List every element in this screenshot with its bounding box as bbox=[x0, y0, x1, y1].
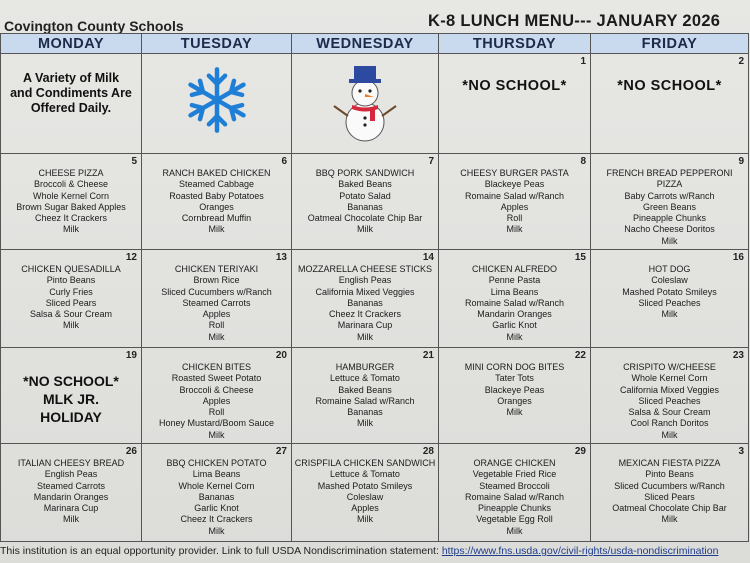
week-row-0 bbox=[1, 54, 749, 154]
menu-item: MEXICAN FIESTA PIZZA bbox=[618, 458, 721, 468]
menu-calendar bbox=[0, 33, 749, 542]
day-number: 27 bbox=[275, 446, 287, 457]
menu-item: Vegetable Fried Rice bbox=[472, 469, 557, 480]
menu-item: Lettuce & Tomato bbox=[330, 373, 400, 384]
menu-item: Cheez It Crackers bbox=[180, 514, 253, 525]
menu-item: CHICKEN TERIYAKI bbox=[174, 264, 259, 274]
menu-item: Baked Beans bbox=[338, 384, 392, 395]
menu-items bbox=[142, 154, 291, 236]
menu-item: Bananas bbox=[198, 491, 235, 502]
menu-item: ORANGE CHICKEN bbox=[473, 458, 556, 468]
snowflake-icon bbox=[181, 64, 253, 136]
day-cell bbox=[591, 444, 749, 542]
menu-item: Whole Kernel Corn bbox=[178, 480, 255, 491]
menu-item: Sliced Peaches bbox=[638, 297, 701, 308]
menu-item: Mashed Potato Smileys bbox=[622, 286, 717, 297]
day-number: 6 bbox=[281, 156, 287, 167]
menu-item: CHEESE PIZZA bbox=[38, 168, 104, 178]
menu-items bbox=[591, 154, 748, 247]
day-number: 5 bbox=[131, 156, 137, 167]
menu-item: Roasted Baby Potatoes bbox=[169, 190, 264, 201]
menu-item: Nacho Cheese Doritos bbox=[624, 224, 715, 235]
menu-items bbox=[439, 348, 590, 418]
menu-item: Mandarin Oranges bbox=[33, 491, 109, 502]
menu-item: Milk bbox=[63, 320, 79, 331]
menu-item: Sliced Cucumbers w/Ranch bbox=[614, 480, 725, 491]
menu-items bbox=[439, 154, 590, 236]
menu-item: Milk bbox=[357, 514, 373, 525]
day-cell bbox=[292, 54, 439, 154]
day-cell bbox=[142, 154, 292, 250]
menu-item: HOT DOG bbox=[648, 264, 691, 274]
day-cell bbox=[439, 250, 591, 348]
menu-item: Steamed Broccoli bbox=[479, 480, 550, 491]
menu-item: Broccoli & Cheese bbox=[179, 384, 254, 395]
menu-item: Broccoli & Cheese bbox=[33, 179, 109, 190]
menu-item: Milk bbox=[661, 235, 678, 246]
menu-item: PIZZA bbox=[656, 179, 683, 190]
nondiscrimination-footer bbox=[0, 545, 750, 557]
menu-item: Sliced Pears bbox=[45, 297, 97, 308]
menu-items bbox=[292, 348, 438, 430]
menu-item: Curly Fries bbox=[49, 286, 93, 297]
menu-item: Whole Kernel Corn bbox=[32, 190, 110, 201]
day-cell bbox=[1, 348, 142, 444]
menu-items bbox=[591, 250, 748, 320]
menu-item: Milk bbox=[661, 309, 678, 320]
milk-condiments-note: A Variety of Milk and Condiments Are Offered Daily. bbox=[10, 71, 132, 115]
menu-item: CRISPFILA CHICKEN SANDWICH bbox=[294, 458, 436, 468]
menu-item: Pinto Beans bbox=[645, 469, 694, 480]
menu-items bbox=[591, 348, 748, 441]
menu-item: Whole Kernel Corn bbox=[631, 373, 708, 384]
menu-item: CHEESY BURGER PASTA bbox=[460, 168, 569, 178]
menu-item: Pineapple Chunks bbox=[632, 213, 707, 224]
menu-item: Milk bbox=[208, 525, 225, 536]
menu-items bbox=[292, 154, 438, 236]
day-number: 13 bbox=[275, 252, 287, 263]
menu-item: Blackeye Peas bbox=[484, 179, 545, 190]
menu-item: Garlic Knot bbox=[194, 503, 239, 514]
menu-item: Milk bbox=[357, 331, 373, 342]
menu-item: Salsa & Sour Cream bbox=[29, 309, 113, 320]
menu-item: Honey Mustard/Boom Sauce bbox=[158, 418, 275, 429]
menu-item: Sliced Peaches bbox=[638, 395, 701, 406]
menu-item: Lettuce & Tomato bbox=[330, 469, 400, 480]
day-header-row bbox=[1, 34, 749, 54]
menu-item: Salsa & Sour Cream bbox=[628, 407, 711, 418]
menu-items bbox=[591, 444, 748, 526]
day-header-monday: MONDAY bbox=[1, 34, 142, 54]
menu-item: Bananas bbox=[347, 297, 383, 308]
menu-item: MOZZARELLA CHEESE STICKS bbox=[297, 264, 433, 274]
menu-item: Brown Rice bbox=[193, 275, 240, 286]
menu-items bbox=[142, 250, 291, 343]
day-cell bbox=[439, 348, 591, 444]
menu-item: CHICKEN QUESADILLA bbox=[21, 264, 121, 274]
day-cell bbox=[591, 348, 749, 444]
day-cell bbox=[142, 348, 292, 444]
menu-item: Milk bbox=[661, 429, 678, 440]
menu-item: Penne Pasta bbox=[488, 275, 541, 286]
menu-item: Milk bbox=[357, 418, 373, 429]
day-cell bbox=[439, 54, 591, 154]
menu-item: Milk bbox=[63, 514, 79, 525]
menu-item: Garlic Knot bbox=[492, 320, 537, 331]
menu-title: K-8 LUNCH MENU--- JANUARY 2026 bbox=[428, 12, 721, 30]
menu-item: Milk bbox=[208, 224, 225, 235]
menu-items bbox=[142, 444, 291, 537]
menu-item: Romaine Salad w/Ranch bbox=[464, 190, 565, 201]
menu-item: Cornbread Muffin bbox=[181, 213, 252, 224]
day-header-thursday: THURSDAY bbox=[439, 34, 591, 54]
menu-item: Baked Beans bbox=[338, 179, 392, 190]
week-row-2 bbox=[1, 250, 749, 348]
day-cell bbox=[1, 154, 142, 250]
day-header-friday: FRIDAY bbox=[591, 34, 749, 54]
menu-item: Oatmeal Chocolate Chip Bar bbox=[612, 503, 727, 514]
menu-item: Potato Salad bbox=[339, 190, 391, 201]
menu-items bbox=[1, 444, 141, 526]
day-number: 7 bbox=[428, 156, 434, 167]
day-header-wednesday: WEDNESDAY bbox=[292, 34, 439, 54]
menu-item: Milk bbox=[208, 429, 225, 440]
menu-item: Baby Carrots w/Ranch bbox=[624, 190, 715, 201]
menu-item: BBQ CHICKEN POTATO bbox=[166, 458, 267, 468]
menu-item: California Mixed Veggies bbox=[315, 286, 415, 297]
menu-item: Apples bbox=[500, 201, 529, 212]
menu-item: Roll bbox=[208, 407, 225, 418]
menu-item: Pineapple Chunks bbox=[477, 503, 552, 514]
menu-item: English Peas bbox=[44, 469, 98, 480]
menu-items bbox=[292, 444, 438, 526]
week-row-4 bbox=[1, 444, 749, 542]
day-cell bbox=[439, 154, 591, 250]
menu-item: CHICKEN BITES bbox=[181, 362, 251, 372]
day-number: 21 bbox=[422, 350, 434, 361]
menu-item: Marinara Cup bbox=[337, 320, 393, 331]
menu-item: Steamed Carrots bbox=[182, 297, 251, 308]
menu-item: Blackeye Peas bbox=[484, 384, 545, 395]
usda-link[interactable]: https://www.fns.usda.gov/civil-rights/usda-nondiscrimination bbox=[441, 545, 719, 557]
menu-item: Milk bbox=[506, 224, 523, 235]
day-number: 9 bbox=[738, 156, 744, 167]
menu-item: Brown Sugar Baked Apples bbox=[16, 201, 126, 212]
day-number: 28 bbox=[422, 446, 434, 457]
day-cell bbox=[292, 250, 439, 348]
menu-item: Milk bbox=[63, 224, 79, 235]
menu-item: ITALIAN CHEESY BREAD bbox=[17, 458, 125, 468]
week-row-3 bbox=[1, 348, 749, 444]
no-school-label: *NO SCHOOL* bbox=[617, 78, 722, 94]
menu-items bbox=[1, 250, 141, 332]
day-number: 16 bbox=[732, 252, 744, 263]
menu-item: Roll bbox=[506, 213, 523, 224]
menu-item: Milk bbox=[661, 514, 678, 525]
day-number: 14 bbox=[422, 252, 434, 263]
menu-item: Cheez It Crackers bbox=[34, 213, 108, 224]
day-number: 22 bbox=[574, 350, 586, 361]
menu-item: Apples bbox=[202, 309, 231, 320]
menu-item: Milk bbox=[208, 331, 225, 342]
menu-item: Milk bbox=[357, 224, 373, 235]
menu-item: Coleslaw bbox=[651, 275, 688, 286]
menu-item: Milk bbox=[506, 525, 523, 536]
snowman-icon bbox=[330, 60, 400, 144]
menu-item: Roasted Sweet Potato bbox=[171, 373, 262, 384]
day-cell bbox=[439, 444, 591, 542]
day-cell bbox=[292, 444, 439, 542]
menu-item: Mandarin Oranges bbox=[477, 309, 552, 320]
day-number: 12 bbox=[125, 252, 137, 263]
menu-item: Pinto Beans bbox=[46, 275, 96, 286]
menu-item: BBQ PORK SANDWICH bbox=[315, 168, 415, 178]
day-number: 20 bbox=[275, 350, 287, 361]
menu-item: RANCH BAKED CHICKEN bbox=[162, 168, 271, 178]
day-cell bbox=[1, 250, 142, 348]
menu-item: CRISPITO W/CHEESE bbox=[623, 362, 716, 372]
menu-items bbox=[142, 348, 291, 441]
day-number: 15 bbox=[574, 252, 586, 263]
menu-item: Sliced Pears bbox=[644, 491, 695, 502]
day-cell bbox=[142, 54, 292, 154]
day-cell bbox=[292, 154, 439, 250]
menu-item: Sliced Cucumbers w/Ranch bbox=[161, 286, 272, 297]
day-cell bbox=[591, 250, 749, 348]
day-cell bbox=[1, 54, 142, 154]
menu-items bbox=[292, 250, 438, 343]
menu-item: English Peas bbox=[338, 275, 392, 286]
menu-item: HAMBURGER bbox=[335, 362, 395, 372]
menu-item: Oranges bbox=[497, 395, 532, 406]
menu-item: Roll bbox=[208, 320, 225, 331]
menu-item: Cool Ranch Doritos bbox=[630, 418, 709, 429]
menu-item: Steamed Cabbage bbox=[178, 179, 255, 190]
day-cell bbox=[142, 250, 292, 348]
menu-item: Vegetable Egg Roll bbox=[476, 514, 553, 525]
menu-item: Mashed Potato Smileys bbox=[317, 480, 413, 491]
menu-item: Tater Tots bbox=[495, 373, 534, 384]
menu-items bbox=[439, 444, 590, 537]
holiday-label: *NO SCHOOL* MLK JR. HOLIDAY bbox=[23, 373, 119, 425]
menu-item: Apples bbox=[202, 395, 231, 406]
day-number: 8 bbox=[580, 156, 586, 167]
menu-item: CHICKEN ALFREDO bbox=[471, 264, 558, 274]
no-school-label: *NO SCHOOL* bbox=[462, 78, 567, 94]
district-name: Covington County Schools bbox=[4, 18, 184, 34]
day-cell bbox=[591, 154, 749, 250]
day-cell bbox=[292, 348, 439, 444]
menu-item: Romaine Salad w/Ranch bbox=[315, 395, 415, 406]
menu-item: Bananas bbox=[347, 407, 383, 418]
day-number: 3 bbox=[738, 446, 744, 457]
menu-item: Romaine Salad w/Ranch bbox=[464, 491, 565, 502]
day-cell bbox=[142, 444, 292, 542]
day-number: 29 bbox=[574, 446, 586, 457]
day-header-tuesday: TUESDAY bbox=[142, 34, 292, 54]
menu-item: California Mixed Veggies bbox=[619, 384, 720, 395]
menu-item: Lima Beans bbox=[490, 286, 539, 297]
menu-item: Romaine Salad w/Ranch bbox=[464, 297, 565, 308]
menu-items bbox=[1, 154, 141, 236]
menu-item: Lima Beans bbox=[192, 469, 241, 480]
day-cell bbox=[591, 54, 749, 154]
menu-item: Coleslaw bbox=[346, 491, 384, 502]
menu-item: Oranges bbox=[199, 201, 234, 212]
menu-item: Milk bbox=[506, 407, 523, 418]
menu-item: Apples bbox=[351, 503, 379, 514]
menu-item: Milk bbox=[506, 331, 523, 342]
day-number: 23 bbox=[732, 350, 744, 361]
week-row-1 bbox=[1, 154, 749, 250]
day-number: 26 bbox=[125, 446, 137, 457]
day-number: 2 bbox=[738, 56, 744, 67]
menu-item: Marinara Cup bbox=[43, 503, 99, 514]
footer-statement: This institution is an equal opportunity provider. Link to full USDA Nondiscrimination statement: bbox=[0, 545, 439, 557]
menu-item: Oatmeal Chocolate Chip Bar bbox=[307, 213, 423, 224]
day-number: 19 bbox=[125, 350, 137, 361]
menu-item: FRENCH BREAD PEPPERONI bbox=[606, 168, 733, 178]
menu-items bbox=[439, 250, 590, 343]
menu-item: Green Beans bbox=[642, 201, 697, 212]
menu-item: Steamed Carrots bbox=[36, 480, 106, 491]
menu-item: Bananas bbox=[347, 201, 383, 212]
menu-item: Cheez It Crackers bbox=[328, 309, 402, 320]
menu-item: MINI CORN DOG BITES bbox=[464, 362, 565, 372]
day-number: 1 bbox=[580, 56, 586, 67]
day-cell bbox=[1, 444, 142, 542]
